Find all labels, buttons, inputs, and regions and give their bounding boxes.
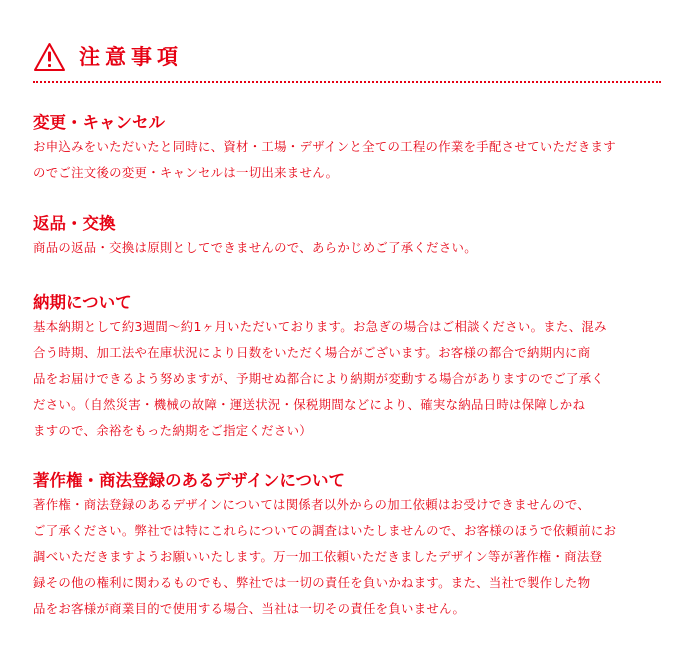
body-line: 合う時期、加工法や在庫状況により日数をいただく場合がございます。お客様の都合で納期内に商: [33, 345, 591, 360]
section-change-cancel: [33, 112, 665, 186]
page-header: [33, 40, 183, 74]
page-title: 注意事項: [79, 45, 183, 69]
body-line: 録その他の権利に関わるものでも、弊社では一切の責任を負いかねます。また、当社で製作した物: [33, 575, 591, 590]
body-line: ご了承ください。弊社では特にこれらについての調査はいたしませんので、お客様のほうで依頼前にお: [33, 523, 617, 538]
section-heading: 著作権・商法登録のあるデザインについて: [33, 471, 346, 490]
dotted-divider: [33, 81, 661, 83]
body-line: ださい。（自然災害・機械の故障・運送状況・保税期間などにより、確実な納品日時は保障しかね: [33, 397, 586, 412]
body-line: ますので、余裕をもった納期をご指定ください）: [33, 423, 312, 438]
body-line: 基本納期として約3週間～約1ヶ月いただいております。お急ぎの場合はご相談ください。また、混み: [33, 319, 607, 334]
body-line: お申込みをいただいたと同時に、資材・工場・デザインと全ての工程の作業を手配させていただきます: [33, 139, 616, 154]
section-body: [33, 492, 665, 622]
section-heading: 返品・交換: [33, 214, 116, 233]
body-line: 著作権・商法登録のあるデザインについては関係者以外からの加工依頼はお受けできませんので、: [33, 497, 591, 512]
body-line: 品をお客様が商業目的で使用する場合、当社は一切その責任を負いません。: [33, 601, 466, 616]
section-body: [33, 134, 665, 186]
section-return-exchange: [33, 213, 665, 261]
body-line: 調べいただきますようお願いいたします。万一加工依頼いただきましたデザイン等が著作権・商法登: [33, 549, 603, 564]
section-delivery-time: [33, 292, 665, 444]
body-line: のでご注文後の変更・キャンセルは一切出来ません。: [33, 165, 339, 180]
section-copyright-trademark: [33, 470, 665, 622]
body-line: 商品の返品・交換は原則としてできませんので、あらかじめご了承ください。: [33, 240, 477, 255]
body-line: 品をお届けできるよう努めますが、予期せぬ都合により納期が変動する場合がありますのでご了承く: [33, 371, 605, 386]
section-body: [33, 314, 665, 444]
section-heading: 変更・キャンセル: [33, 113, 165, 132]
section-body: [33, 235, 665, 261]
warning-triangle-icon: [33, 42, 66, 72]
section-heading: 納期について: [33, 293, 132, 312]
